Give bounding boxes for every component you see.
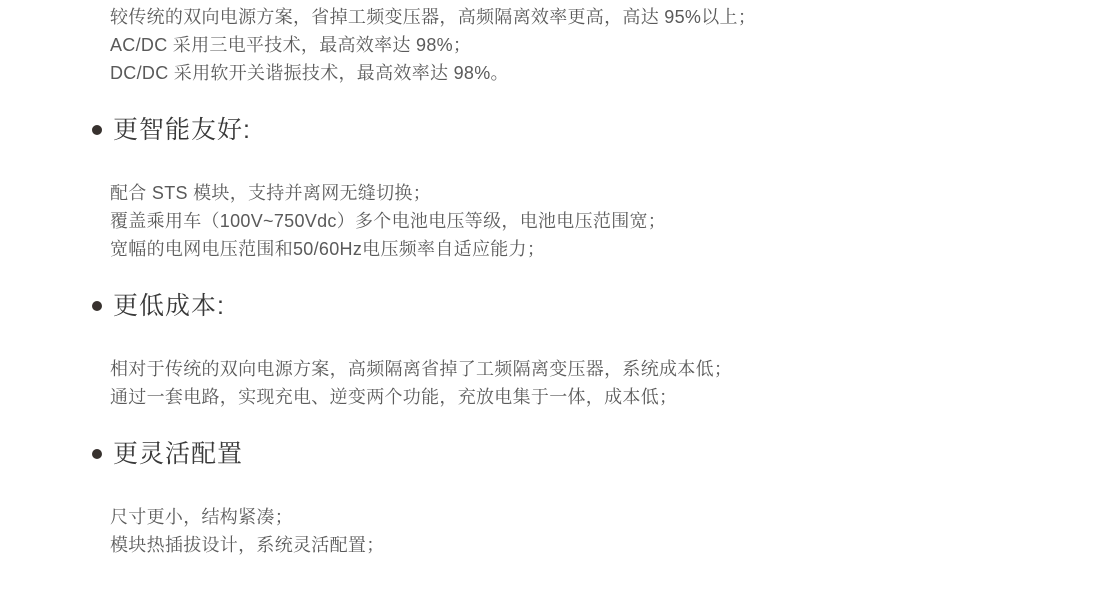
- section-heading: [113, 113, 1064, 147]
- section-paragraph: [110, 503, 1064, 559]
- text-line: DC/DC 采用软开关谐振技术，最高效率达 98%。: [110, 63, 509, 83]
- text-line: 尺寸更小，结构紧凑；: [110, 507, 293, 527]
- section-paragraph: [110, 179, 1064, 263]
- bullet-icon: [92, 125, 102, 135]
- intro-paragraph: [110, 3, 1064, 87]
- section-heading-text: 更灵活配置: [113, 440, 244, 468]
- feature-section-low-cost: [110, 289, 1064, 411]
- feature-section-smart: [110, 113, 1064, 263]
- section-heading-text: 更智能友好:: [113, 116, 251, 144]
- feature-section-flexible: [110, 437, 1064, 559]
- text-line: 通过一套电路，实现充电、逆变两个功能，充放电集于一体，成本低；: [110, 387, 678, 407]
- text-line: AC/DC 采用三电平技术，最高效率达 98%；: [110, 35, 472, 55]
- section-paragraph: [110, 355, 1064, 411]
- text-line: 宽幅的电网电压范围和50/60Hz电压频率自适应能力；: [110, 239, 546, 259]
- bullet-icon: [92, 449, 102, 459]
- section-heading-text: 更低成本:: [113, 292, 225, 320]
- text-line: 较传统的双向电源方案，省掉工频变压器，高频隔离效率更高，高达 95%以上；: [110, 7, 757, 27]
- text-line: 模块热插拔设计，系统灵活配置；: [110, 535, 385, 555]
- section-heading: [113, 437, 1064, 471]
- text-line: 配合 STS 模块，支持并离网无缝切换；: [110, 183, 432, 203]
- text-line: 相对于传统的双向电源方案，高频隔离省掉了工频隔离变压器，系统成本低；: [110, 359, 733, 379]
- section-heading: [113, 289, 1064, 323]
- text-line: 覆盖乘用车（100V~750Vdc）多个电池电压等级，电池电压范围宽；: [110, 211, 667, 231]
- bullet-icon: [92, 301, 102, 311]
